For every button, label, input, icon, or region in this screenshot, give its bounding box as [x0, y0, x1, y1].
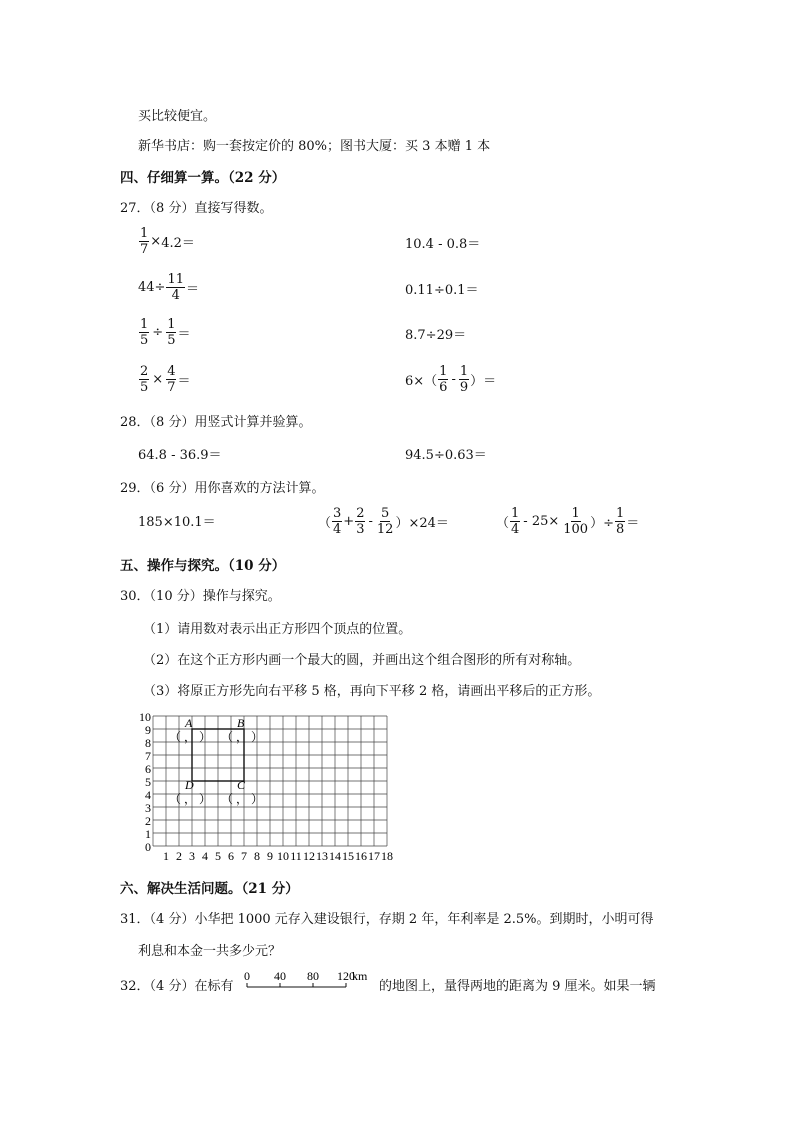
fraction: $\frac{1}{5}$ [167, 317, 176, 348]
x-tick-label: 16 [355, 849, 367, 863]
section-5-title: 五、操作与探究。（10 分） [120, 558, 286, 574]
q28-item-a: 64.8 ‑ 36.9＝ [138, 448, 222, 463]
x-tick-label: 2 [176, 849, 182, 863]
fraction: $\frac{2}{3}$ [356, 506, 365, 537]
q30-sub-3: （3）将原正方形先向右平移 5 格，再向下平移 2 格，请画出平移后的正方形。 [143, 684, 601, 699]
fraction: $\frac{1}{6}$ [439, 364, 448, 395]
x-tick-label: 17 [368, 849, 380, 863]
fraction: $\frac{1}{9}$ [459, 364, 469, 395]
x-tick-label: 10 [277, 849, 289, 863]
question-32-suffix: 的地图上，量得两地的距离为 9 厘米。如果一辆 [379, 979, 656, 994]
vertex-coord-blank-d: （ ， ） [169, 792, 212, 806]
fraction: $\frac{2}{5}$ [140, 364, 149, 395]
fraction: $\frac{1}{4}$ [511, 506, 520, 537]
y-tick-label: 3 [145, 801, 151, 815]
fraction: $\frac{1}{7}$ [140, 226, 149, 257]
question-28-title: 28．（8 分）用竖式计算并验算。 [120, 415, 312, 430]
question-30-title: 30．（10 分）操作与探究。 [120, 589, 281, 604]
y-tick-label: 6 [145, 762, 151, 776]
x-tick-label: 3 [189, 849, 195, 863]
intro-line-1: 买比较便宜。 [138, 109, 217, 124]
fraction: $\frac{11}{4}$ [167, 272, 184, 303]
question-31-line-1: 31．（4 分）小华把 1000 元存入建设银行，存期 2 年，年利率是 2.5%。到期时，小明可得 [120, 912, 654, 927]
fraction: $\frac{3}{4}$ [333, 506, 342, 537]
q29-item-b: （ $\frac{3}{4}$ + $\frac{2}{3}$ ‑ $\frac{5}{12}$ ）×24＝ [318, 506, 449, 537]
q27-item-a: $\frac{1}{7}$ × 4.2＝ [140, 226, 195, 257]
q30-sub-1: （1）请用数对表示出正方形四个顶点的位置。 [143, 622, 412, 637]
section-4-title: 四、仔细算一算。（22 分） [120, 170, 286, 186]
q27-item-d: 0.11÷0.1＝ [405, 283, 479, 298]
x-tick-label: 18 [381, 849, 393, 863]
question-27-title: 27．（8 分）直接写得数。 [120, 201, 273, 216]
question-29-title: 29．（6 分）用你喜欢的方法计算。 [120, 481, 325, 496]
question-31-line-2: 利息和本金一共多少元？ [138, 944, 282, 959]
intro-line-2: 新华书店：购一套按定价的 80%；图书大厦：买 3 本赠 1 本 [138, 139, 491, 154]
q30-sub-2: （2）在这个正方形内画一个最大的圆，并画出这个组合图形的所有对称轴。 [143, 653, 581, 668]
fraction: $\frac{4}{7}$ [167, 364, 176, 395]
scale-label: 40 [274, 969, 286, 983]
scale-unit: km [352, 969, 368, 983]
x-tick-label: 4 [202, 849, 208, 863]
x-tick-label: 11 [290, 849, 302, 863]
vertex-coord-blank-a: （ ， ） [169, 730, 212, 744]
fraction: $\frac{5}{12}$ [376, 506, 394, 537]
y-tick-label: 0 [145, 840, 151, 854]
vertex-label-d: D [185, 778, 194, 792]
scale-label: 120 [337, 969, 355, 983]
y-tick-label: 7 [145, 749, 151, 763]
q27-item-b: 10.4 ‑ 0.8＝ [405, 237, 481, 252]
y-tick-label: 1 [145, 827, 151, 841]
q27-item-f: 8.7÷29＝ [405, 328, 467, 343]
q27-item-e: $\frac{1}{5}$ ÷ $\frac{1}{5}$ ＝ [140, 317, 191, 348]
fraction: $\frac{1}{5}$ [140, 317, 149, 348]
q29-item-c: （ $\frac{1}{4}$ ‑ 25× $\frac{1}{100}$ ）÷ $\frac{1}{8}$ ＝ [496, 506, 640, 537]
y-tick-label: 9 [145, 723, 151, 737]
map-scale-bar [241, 969, 379, 993]
y-tick-label: 10 [139, 710, 151, 724]
fraction: $\frac{1}{100}$ [563, 506, 589, 537]
vertex-coord-blank-b: （ ， ） [221, 730, 264, 744]
y-tick-label: 5 [145, 775, 151, 789]
vertex-label-b: B [237, 716, 245, 730]
vertex-coord-blank-c: （ ， ） [221, 792, 264, 806]
vertex-label-c: C [237, 778, 246, 792]
x-tick-label: 15 [342, 849, 354, 863]
fraction: $\frac{1}{8}$ [616, 506, 625, 537]
q28-item-b: 94.5÷0.63＝ [405, 448, 487, 463]
x-tick-label: 6 [228, 849, 234, 863]
x-tick-label: 14 [329, 849, 341, 863]
x-tick-label: 1 [163, 849, 169, 863]
q27-item-c: 44÷ $\frac{11}{4}$ ＝ [138, 272, 199, 303]
y-tick-label: 4 [145, 788, 151, 802]
coordinate-grid[interactable] [130, 705, 410, 867]
scale-label: 80 [307, 969, 319, 983]
question-32-prefix: 32．（4 分）在标有 [120, 979, 234, 994]
q27-item-h: 6×（ $\frac{1}{6}$ ‑ $\frac{1}{9}$ ）＝ [405, 364, 497, 395]
scale-label: 0 [244, 969, 250, 983]
x-tick-label: 7 [241, 849, 247, 863]
y-tick-label: 8 [145, 736, 151, 750]
vertex-label-a: A [185, 716, 193, 730]
x-tick-label: 8 [254, 849, 260, 863]
x-tick-label: 13 [316, 849, 328, 863]
q29-item-a: 185×10.1＝ [138, 515, 216, 530]
section-6-title: 六、解决生活问题。（21 分） [120, 881, 299, 897]
x-tick-label: 5 [215, 849, 221, 863]
q27-item-g: $\frac{2}{5}$ × $\frac{4}{7}$ ＝ [140, 364, 191, 395]
y-tick-label: 2 [145, 814, 151, 828]
x-tick-label: 12 [303, 849, 315, 863]
x-tick-label: 9 [267, 849, 273, 863]
